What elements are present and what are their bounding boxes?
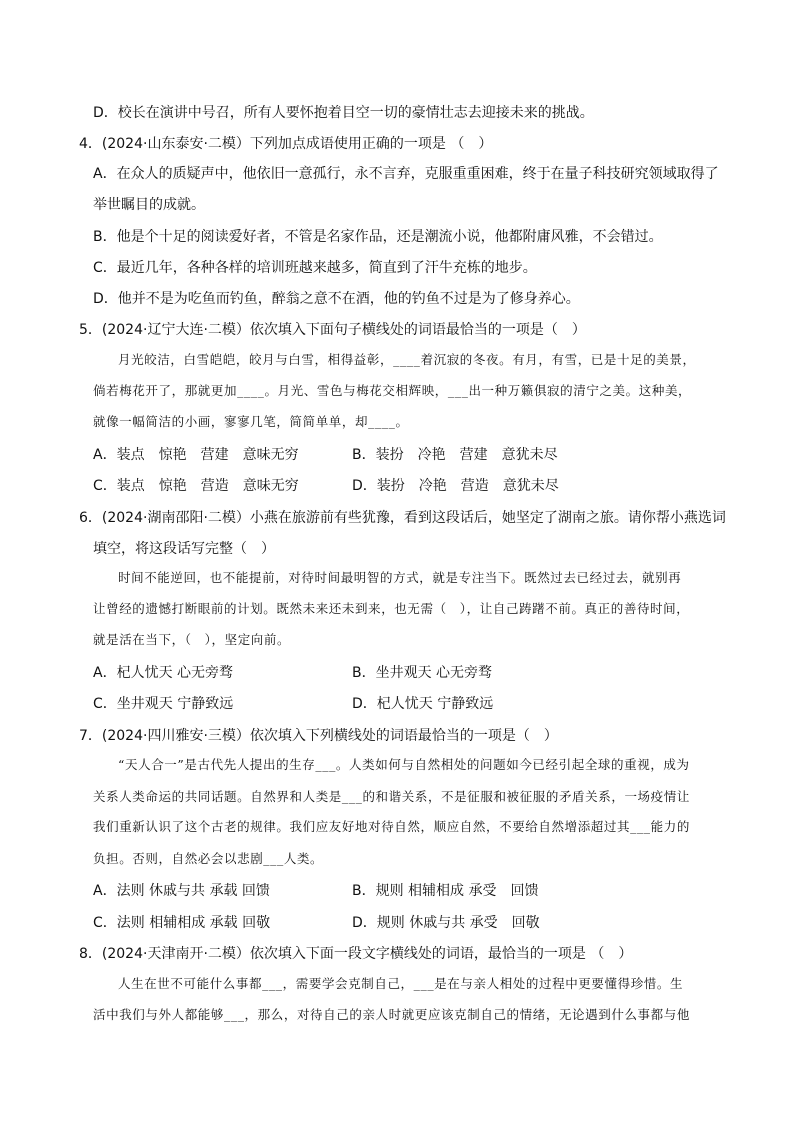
q5-passage-line: 就像一幅简洁的小画，寥寥几笔，简简单单，却____。 — [93, 414, 409, 429]
q4-option-d: D．他并不是为吃鱼而钓鱼，醉翁之意不在酒，他的钓鱼不过是为了修身养心。 — [93, 291, 580, 307]
q3-option-d: D．校长在演讲中号召，所有人要怀抱着目空一切的豪情壮志去迎接未来的挑战。 — [93, 105, 594, 121]
q7-option-b: B．规则 相辅相成 承受 回馈 — [352, 883, 539, 899]
q4-option-a: A．在众人的质疑声中，他依旧一意孤行，永不言弃，克服重重困难，终于在量子科技研究领域取得了 — [93, 166, 719, 182]
q7-option-d: D．规则 休戚与共 承受 回敬 — [352, 915, 540, 931]
q6-stem-cont: 填空，将这段话写完整（ ） — [93, 541, 275, 557]
q4-option-b: B．他是个十足的阅读爱好者，不管是名家作品，还是潮流小说，他都附庸风雅，不会错过。 — [93, 229, 663, 245]
q6-passage-line: 就是活在当下，（ ），坚定向前。 — [93, 632, 291, 647]
q6-option-c: C．坐井观天 宁静致远 — [93, 696, 234, 712]
q7-option-a: A．法则 休戚与共 承载 回馈 — [93, 883, 270, 899]
q6-stem: 6．(2024·湖南邵阳·二模）小燕在旅游前有些犹豫，看到这段话后，她坚定了湖南之旅。请你帮小燕选词 — [79, 510, 726, 526]
q5-stem: 5．(2024·辽宁大连·二模）依次填入下面句子横线处的词语最恰当的一项是（ ） — [79, 322, 586, 338]
q6-passage-line: 时间不能逆回，也不能提前，对待时间最明智的方式，就是专注当下。既然过去已经过去，就别再 — [118, 570, 682, 585]
q5-passage-line: 倘若梅花开了，那就更加____。月光、雪色与梅花交相辉映，___出一种万籁俱寂的清宁之美。这种美， — [93, 383, 692, 398]
q6-option-d: D．杞人忧天 宁静致远 — [352, 696, 494, 712]
q4-stem: 4．(2024·山东泰安·二模）下列加点成语使用正确的一项是 （ ） — [79, 136, 493, 152]
q7-passage-line: 关系人类命运的共同话题。自然界和人类是___的和谐关系，不是征服和被征服的矛盾关系，一场疫情让 — [93, 789, 690, 804]
q7-stem: 7．(2024·四川雅安·三模）依次填入下列横线处的词语最恰当的一项是（ ） — [79, 728, 558, 744]
q8-passage-line: 活中我们与外人都能够___，那么，对待自己的亲人时就更应该克制自己的情绪，无论遇到什么事都与他 — [93, 1007, 690, 1022]
q7-passage-line: 我们重新认识了这个古老的规律。我们应友好地对待自然，顺应自然，不要给自然增添超过其___能力的 — [93, 819, 690, 834]
q7-option-c: C．法则 相辅相成 承载 回敬 — [93, 915, 271, 931]
q6-option-a: A．杞人忧天 心无旁骛 — [93, 665, 234, 681]
q5-option-a: A．装点 惊艳 营建 意味无穷 — [93, 447, 299, 463]
q8-passage-line: 人生在世不可能什么事都___，需要学会克制自己，___是在与亲人相处的过程中更要懂得珍惜。生 — [118, 976, 684, 991]
q4-option-a-cont: 举世瞩目的成就。 — [93, 197, 205, 213]
q7-passage-line: “天人合一”是古代先人提出的生存___。人类如何与自然相处的问题如今已经引起全球的重视，成为 — [118, 757, 690, 772]
q6-passage-line: 让曾经的遗憾打断眼前的计划。既然未来还未到来，也无需（ ），让自己踌躇不前。真正的善待时间， — [93, 601, 690, 616]
q5-option-d: D．装扮 冷艳 营造 意犹未尽 — [352, 478, 559, 494]
q4-option-c: C．最近几年，各种各样的培训班越来越多，简直到了汗牛充栋的地步。 — [93, 260, 537, 276]
q5-passage-line: 月光皎洁，白雪皑皑，皎月与白雪，相得益彰，____着沉寂的冬夜。有月，有雪，已是十足的美景， — [118, 352, 696, 367]
q6-option-b: B．坐井观天 心无旁骛 — [352, 665, 493, 681]
q8-stem: 8．(2024·天津南开·二模）依次填入下面一段文字横线处的词语，最恰当的一项是 （ ） — [79, 946, 633, 962]
q5-option-c: C．装点 惊艳 营造 意味无穷 — [93, 478, 299, 494]
q5-option-b: B．装扮 冷艳 营建 意犹未尽 — [352, 447, 558, 463]
q7-passage-line: 负担。否则，自然必会以悲剧___人类。 — [93, 851, 324, 866]
